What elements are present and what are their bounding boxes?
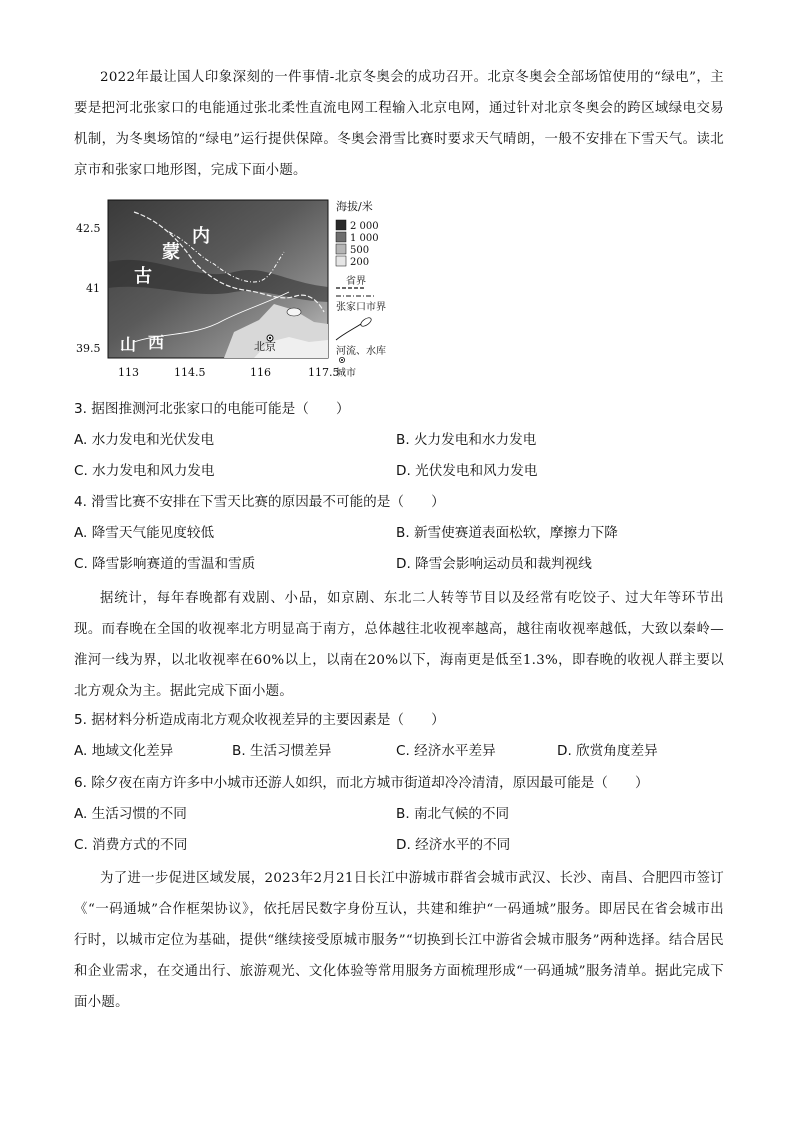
legend-city-boundary-label: 张家口市界 (336, 302, 386, 313)
legend-elevation: 2 000 (350, 221, 379, 232)
region-label-shan: 山 (120, 335, 137, 354)
question-4-stem: 4. 滑雪比赛不安排在下雪天比赛的原因最不可能的是（ ） (74, 494, 445, 510)
city-marker-dot (269, 337, 271, 339)
question-4-option-b[interactable]: B. 新雪使赛道表面松软，摩擦力下降 (396, 525, 618, 541)
question-5-stem: 5. 据材料分析造成南北方观众收视差异的主要因素是（ ） (74, 712, 445, 728)
question-4-option-c[interactable]: C. 降雪影响赛道的雪温和雪质 (74, 556, 256, 572)
question-6-option-d[interactable]: D. 经济水平的不同 (396, 837, 511, 853)
x-tick-label: 114.5 (174, 366, 206, 379)
question-4-option-d[interactable]: D. 降雪会影响运动员和裁判视线 (396, 556, 592, 572)
question-3-option-c[interactable]: C. 水力发电和风力发电 (74, 463, 215, 479)
passage-spring-gala: 据统计，每年春晚都有戏剧、小品，如京剧、东北二人转等节目以及经常有吃饺子、过大年等环节出现。而春晚在全国的收视率北方明显高于南方，总体越往北收视率越高，越往南收视率越低，大致以秦岭—淮河一线为界，以北收视率在60%以上，以南在20%以下，海南更是低至1.3%，即春晚的收视人群主要以北方观众为主。据此完成下面小题。 (74, 591, 724, 699)
question-3-option-d[interactable]: D. 光伏发电和风力发电 (396, 463, 538, 479)
legend-swatch-2000 (336, 220, 346, 230)
question-4-option-a[interactable]: A. 降雪天气能见度较低 (74, 525, 215, 541)
reservoir (287, 308, 301, 316)
legend-province-label: 省界 (346, 276, 366, 287)
legend-elevation: 500 (350, 245, 370, 256)
region-label-nei: 内 (192, 226, 210, 247)
question-3-option-a[interactable]: A. 水力发电和光伏发电 (74, 432, 215, 448)
question-5-option-a[interactable]: A. 地域文化差异 (74, 743, 174, 759)
region-label-meng: 蒙 (162, 242, 180, 263)
y-tick-label: 42.5 (76, 222, 101, 235)
legend-title: 海拔/米 (336, 200, 373, 213)
legend-city-label: 城市 (336, 368, 356, 379)
legend-elevation: 1 000 (350, 233, 379, 244)
question-6-option-b[interactable]: B. 南北气候的不同 (396, 806, 510, 822)
question-5-option-c[interactable]: C. 经济水平差异 (396, 743, 496, 759)
legend-swatch-1000 (336, 232, 346, 242)
city-label: 北京 (254, 340, 276, 353)
legend-river-label: 河流、水库 (336, 346, 386, 357)
x-tick-label: 116 (250, 366, 271, 379)
question-6-option-c[interactable]: C. 消费方式的不同 (74, 837, 188, 853)
region-label-gu: 古 (134, 266, 152, 287)
x-tick-label: 117.5 (308, 366, 340, 379)
legend-swatch-200 (336, 256, 346, 266)
legend-elevation: 200 (350, 257, 370, 268)
question-5-option-b[interactable]: B. 生活习惯差异 (232, 743, 332, 759)
question-5-option-d[interactable]: D. 欣赏角度差异 (557, 743, 658, 759)
y-tick-label: 39.5 (76, 342, 101, 355)
passage-winter-olympics: 2022年最让国人印象深刻的一件事情-北京冬奥会的成功召开。北京冬奥会全部场馆使用的“绿电”，主要是把河北张家口的电能通过张北柔性直流电网工程输入北京电网，通过针对北京冬奥会的跨区域绿电交易机制，为冬奥场馆的“绿电”运行提供保障。冬奥会滑雪比赛时要求天气晴朗，一般不安排在下雪天气。读北京市和张家口地形图，完成下面小题。 (74, 70, 724, 178)
legend-city-icon-dot (341, 359, 343, 361)
terrain-map (74, 192, 394, 382)
question-6-stem: 6. 除夕夜在南方许多中小城市还游人如织，而北方城市街道却冷冷清清，原因最可能是（ ） (74, 775, 649, 791)
x-tick-label: 113 (118, 366, 139, 379)
y-tick-label: 41 (86, 282, 100, 295)
region-label-xi: 西 (148, 333, 165, 352)
legend-reservoir-icon (359, 316, 372, 328)
question-6-option-a[interactable]: A. 生活习惯的不同 (74, 806, 187, 822)
passage-one-code-city: 为了进一步促进区域发展，2023年2月21日长江中游城市群省会城市武汉、长沙、南昌、合肥四市签订《“一码通城”合作框架协议》，依托居民数字身份互认，共建和维护“一码通城”服务。即居民在省会城市出行时，以城市定位为基础，提供“继续接受原城市服务”“切换到长江中游省会城市服务”两种选择。结合居民和企业需求，在交通出行、旅游观光、文化体验等常用服务方面梳理形成“一码通城”服务清单。据此完成下面小题。 (74, 871, 724, 1010)
question-3-option-b[interactable]: B. 火力发电和水力发电 (396, 432, 537, 448)
question-3-stem: 3. 据图推测河北张家口的电能可能是（ ） (74, 401, 350, 417)
legend-swatch-500 (336, 244, 346, 254)
